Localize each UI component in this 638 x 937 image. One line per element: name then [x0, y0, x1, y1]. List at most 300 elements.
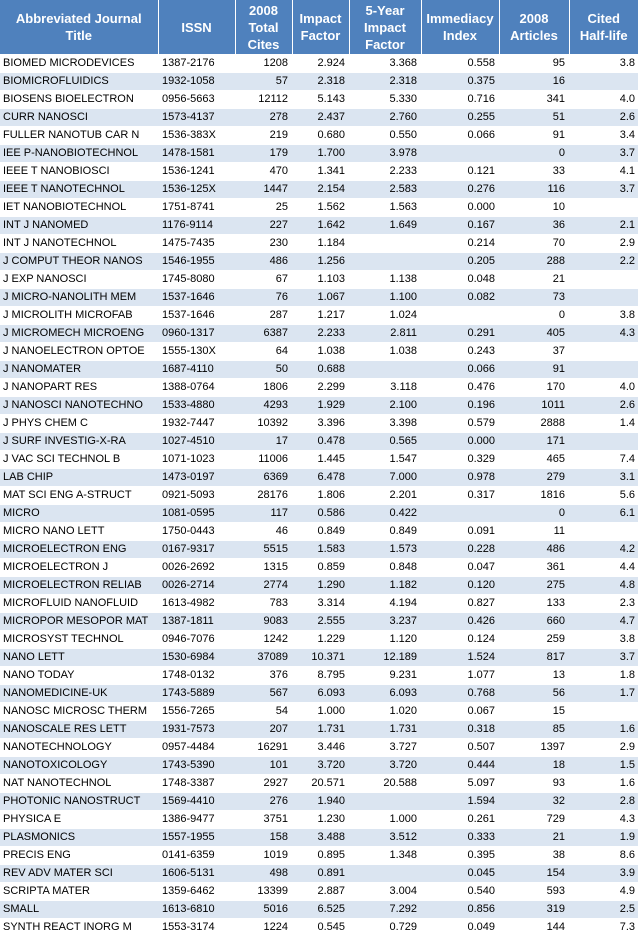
journal-title-cell: BIOSENS BIOELECTRON [0, 91, 158, 109]
issn-cell: 1071-1023 [158, 451, 235, 469]
articles-cell: 11 [499, 523, 569, 541]
journal-title-cell: NAT NANOTECHNOL [0, 775, 158, 793]
cited-half-life-cell: 3.1 [569, 469, 638, 487]
immediacy-index-cell: 0.395 [421, 847, 499, 865]
immediacy-index-cell: 0.047 [421, 559, 499, 577]
immediacy-index-cell: 0.121 [421, 163, 499, 181]
issn-cell: 1475-7435 [158, 235, 235, 253]
impact-factor-cell: 3.488 [292, 829, 349, 847]
total-cites-cell: 54 [235, 703, 292, 721]
immediacy-index-cell: 0.048 [421, 271, 499, 289]
immediacy-index-cell: 0.579 [421, 415, 499, 433]
journal-title-cell: NANO LETT [0, 649, 158, 667]
immediacy-index-cell: 0.716 [421, 91, 499, 109]
total-cites-cell: 64 [235, 343, 292, 361]
table-row [0, 505, 638, 523]
table-row [0, 829, 638, 847]
impact-factor-cell: 1.642 [292, 217, 349, 235]
articles-cell: 0 [499, 145, 569, 163]
impact-factor-cell: 1.103 [292, 271, 349, 289]
articles-cell: 259 [499, 631, 569, 649]
table-row [0, 811, 638, 829]
articles-cell: 93 [499, 775, 569, 793]
immediacy-index-cell: 0.540 [421, 883, 499, 901]
five-year-impact-factor-cell: 9.231 [349, 667, 421, 685]
total-cites-cell: 227 [235, 217, 292, 235]
header-total-cites: 2008 Total Cites [235, 0, 292, 55]
articles-cell: 319 [499, 901, 569, 919]
issn-cell: 1687-4110 [158, 361, 235, 379]
issn-cell: 1536-383X [158, 127, 235, 145]
articles-cell: 1011 [499, 397, 569, 415]
issn-cell: 1557-1955 [158, 829, 235, 847]
issn-cell: 0141-6359 [158, 847, 235, 865]
impact-factor-cell: 8.795 [292, 667, 349, 685]
immediacy-index-cell [421, 145, 499, 163]
total-cites-cell: 1806 [235, 379, 292, 397]
issn-cell: 1388-0764 [158, 379, 235, 397]
five-year-impact-factor-cell: 1.348 [349, 847, 421, 865]
total-cites-cell: 117 [235, 505, 292, 523]
cited-half-life-cell: 2.5 [569, 901, 638, 919]
immediacy-index-cell: 0.333 [421, 829, 499, 847]
table-row [0, 631, 638, 649]
journal-title-cell: NANOTECHNOLOGY [0, 739, 158, 757]
articles-cell: 70 [499, 235, 569, 253]
issn-cell: 1546-1955 [158, 253, 235, 271]
immediacy-index-cell [421, 505, 499, 523]
table-row [0, 739, 638, 757]
table-row [0, 127, 638, 145]
five-year-impact-factor-cell: 7.292 [349, 901, 421, 919]
header-issn: ISSN [158, 0, 235, 55]
impact-factor-cell: 1.806 [292, 487, 349, 505]
journal-title-cell: MAT SCI ENG A-STRUCT [0, 487, 158, 505]
cited-half-life-cell: 4.7 [569, 613, 638, 631]
impact-factor-cell: 0.859 [292, 559, 349, 577]
journal-title-cell: PHOTONIC NANOSTRUCT [0, 793, 158, 811]
articles-cell: 154 [499, 865, 569, 883]
cited-half-life-cell: 3.9 [569, 865, 638, 883]
journal-title-cell: IET NANOBIOTECHNOL [0, 199, 158, 217]
journal-title-cell: MICROELECTRON J [0, 559, 158, 577]
total-cites-cell: 278 [235, 109, 292, 127]
issn-cell: 0956-5663 [158, 91, 235, 109]
cited-half-life-cell: 3.7 [569, 649, 638, 667]
articles-cell: 341 [499, 91, 569, 109]
table-row [0, 649, 638, 667]
journal-title-cell: MICROELECTRON ENG [0, 541, 158, 559]
total-cites-cell: 76 [235, 289, 292, 307]
immediacy-index-cell: 0.167 [421, 217, 499, 235]
impact-factor-cell: 0.849 [292, 523, 349, 541]
five-year-impact-factor-cell: 2.318 [349, 73, 421, 91]
articles-cell: 33 [499, 163, 569, 181]
cited-half-life-cell [569, 703, 638, 721]
articles-cell: 73 [499, 289, 569, 307]
impact-factor-cell: 2.299 [292, 379, 349, 397]
table-row [0, 487, 638, 505]
total-cites-cell: 6369 [235, 469, 292, 487]
five-year-impact-factor-cell: 12.189 [349, 649, 421, 667]
five-year-impact-factor-cell: 3.978 [349, 145, 421, 163]
impact-factor-cell: 3.446 [292, 739, 349, 757]
immediacy-index-cell: 0.291 [421, 325, 499, 343]
immediacy-index-cell: 1.524 [421, 649, 499, 667]
articles-cell: 170 [499, 379, 569, 397]
five-year-impact-factor-cell: 1.120 [349, 631, 421, 649]
table-row [0, 307, 638, 325]
immediacy-index-cell: 0.978 [421, 469, 499, 487]
issn-cell: 1478-1581 [158, 145, 235, 163]
impact-factor-cell: 1.929 [292, 397, 349, 415]
five-year-impact-factor-cell: 1.038 [349, 343, 421, 361]
five-year-impact-factor-cell [349, 253, 421, 271]
total-cites-cell: 1224 [235, 919, 292, 937]
total-cites-cell: 50 [235, 361, 292, 379]
cited-half-life-cell: 2.3 [569, 595, 638, 613]
immediacy-index-cell: 0.317 [421, 487, 499, 505]
total-cites-cell: 219 [235, 127, 292, 145]
table-row [0, 235, 638, 253]
cited-half-life-cell: 3.4 [569, 127, 638, 145]
table-row [0, 145, 638, 163]
impact-factor-cell: 1.562 [292, 199, 349, 217]
table-row [0, 415, 638, 433]
cited-half-life-cell [569, 523, 638, 541]
cited-half-life-cell: 3.8 [569, 55, 638, 73]
articles-cell: 95 [499, 55, 569, 73]
five-year-impact-factor-cell: 0.729 [349, 919, 421, 937]
articles-cell: 593 [499, 883, 569, 901]
immediacy-index-cell: 0.082 [421, 289, 499, 307]
articles-cell: 660 [499, 613, 569, 631]
total-cites-cell: 158 [235, 829, 292, 847]
cited-half-life-cell: 4.0 [569, 91, 638, 109]
total-cites-cell: 12112 [235, 91, 292, 109]
journal-title-cell: J MICRO-NANOLITH MEM [0, 289, 158, 307]
impact-factor-cell: 3.396 [292, 415, 349, 433]
immediacy-index-cell: 0.214 [421, 235, 499, 253]
total-cites-cell: 11006 [235, 451, 292, 469]
immediacy-index-cell: 0.091 [421, 523, 499, 541]
cited-half-life-cell: 4.2 [569, 541, 638, 559]
five-year-impact-factor-cell: 2.201 [349, 487, 421, 505]
journal-title-cell: CURR NANOSCI [0, 109, 158, 127]
journal-title-cell: BIOMED MICRODEVICES [0, 55, 158, 73]
impact-factor-cell: 1.000 [292, 703, 349, 721]
table-row [0, 361, 638, 379]
cited-half-life-cell: 4.4 [569, 559, 638, 577]
journal-title-cell: J EXP NANOSCI [0, 271, 158, 289]
total-cites-cell: 470 [235, 163, 292, 181]
articles-cell: 133 [499, 595, 569, 613]
issn-cell: 0921-5093 [158, 487, 235, 505]
impact-factor-cell: 1.256 [292, 253, 349, 271]
five-year-impact-factor-cell: 1.649 [349, 217, 421, 235]
journal-title-cell: NANOTOXICOLOGY [0, 757, 158, 775]
journal-title-cell: NANOSCALE RES LETT [0, 721, 158, 739]
cited-half-life-cell: 1.7 [569, 685, 638, 703]
cited-half-life-cell: 1.5 [569, 757, 638, 775]
immediacy-index-cell: 0.205 [421, 253, 499, 271]
journal-title-cell: SYNTH REACT INORG M [0, 919, 158, 937]
impact-factor-cell: 1.229 [292, 631, 349, 649]
cited-half-life-cell: 2.9 [569, 739, 638, 757]
total-cites-cell: 37089 [235, 649, 292, 667]
total-cites-cell: 5016 [235, 901, 292, 919]
cited-half-life-cell: 2.9 [569, 235, 638, 253]
header-cited-half-life: Cited Half-life [569, 0, 638, 55]
table-row [0, 343, 638, 361]
cited-half-life-cell: 3.7 [569, 145, 638, 163]
cited-half-life-cell: 4.3 [569, 811, 638, 829]
impact-factor-cell: 3.314 [292, 595, 349, 613]
total-cites-cell: 2774 [235, 577, 292, 595]
table-row [0, 685, 638, 703]
total-cites-cell: 276 [235, 793, 292, 811]
articles-cell: 116 [499, 181, 569, 199]
issn-cell: 1386-9477 [158, 811, 235, 829]
cited-half-life-cell [569, 271, 638, 289]
issn-cell: 1613-6810 [158, 901, 235, 919]
table-row [0, 577, 638, 595]
immediacy-index-cell: 1.077 [421, 667, 499, 685]
immediacy-index-cell: 5.097 [421, 775, 499, 793]
articles-cell: 16 [499, 73, 569, 91]
cited-half-life-cell [569, 199, 638, 217]
five-year-impact-factor-cell [349, 865, 421, 883]
cited-half-life-cell [569, 361, 638, 379]
total-cites-cell: 25 [235, 199, 292, 217]
table-row [0, 883, 638, 901]
journal-title-cell: J MICROLITH MICROFAB [0, 307, 158, 325]
issn-cell: 1613-4982 [158, 595, 235, 613]
immediacy-index-cell: 0.000 [421, 433, 499, 451]
articles-cell: 288 [499, 253, 569, 271]
immediacy-index-cell: 0.000 [421, 199, 499, 217]
impact-factor-cell: 1.940 [292, 793, 349, 811]
impact-factor-cell: 20.571 [292, 775, 349, 793]
impact-factor-cell: 0.586 [292, 505, 349, 523]
issn-cell: 1750-0443 [158, 523, 235, 541]
immediacy-index-cell: 0.476 [421, 379, 499, 397]
five-year-impact-factor-cell [349, 361, 421, 379]
journal-title-cell: NANOMEDICINE-UK [0, 685, 158, 703]
table-row [0, 469, 638, 487]
journal-title-cell: MICROPOR MESOPOR MAT [0, 613, 158, 631]
impact-factor-cell: 1.445 [292, 451, 349, 469]
articles-cell: 91 [499, 127, 569, 145]
journal-title-cell: LAB CHIP [0, 469, 158, 487]
five-year-impact-factor-cell: 0.848 [349, 559, 421, 577]
five-year-impact-factor-cell: 7.000 [349, 469, 421, 487]
impact-factor-cell: 1.038 [292, 343, 349, 361]
header-articles: 2008 Articles [499, 0, 569, 55]
issn-cell: 1932-7447 [158, 415, 235, 433]
total-cites-cell: 179 [235, 145, 292, 163]
total-cites-cell: 498 [235, 865, 292, 883]
impact-factor-cell: 6.093 [292, 685, 349, 703]
articles-cell: 21 [499, 271, 569, 289]
total-cites-cell: 783 [235, 595, 292, 613]
total-cites-cell: 67 [235, 271, 292, 289]
five-year-impact-factor-cell: 0.565 [349, 433, 421, 451]
five-year-impact-factor-cell: 0.849 [349, 523, 421, 541]
cited-half-life-cell: 4.3 [569, 325, 638, 343]
articles-cell: 275 [499, 577, 569, 595]
total-cites-cell: 1208 [235, 55, 292, 73]
articles-cell: 817 [499, 649, 569, 667]
issn-cell: 0167-9317 [158, 541, 235, 559]
cited-half-life-cell: 8.6 [569, 847, 638, 865]
header-immediacy-index: Immediacy Index [421, 0, 499, 55]
total-cites-cell: 486 [235, 253, 292, 271]
total-cites-cell: 567 [235, 685, 292, 703]
articles-cell: 18 [499, 757, 569, 775]
table-row [0, 289, 638, 307]
header-impact-factor: Impact Factor [292, 0, 349, 55]
articles-cell: 0 [499, 307, 569, 325]
cited-half-life-cell: 2.6 [569, 397, 638, 415]
immediacy-index-cell: 0.067 [421, 703, 499, 721]
articles-cell: 85 [499, 721, 569, 739]
articles-cell: 361 [499, 559, 569, 577]
five-year-impact-factor-cell: 0.422 [349, 505, 421, 523]
impact-factor-cell: 0.545 [292, 919, 349, 937]
total-cites-cell: 376 [235, 667, 292, 685]
five-year-impact-factor-cell: 1.573 [349, 541, 421, 559]
journal-title-cell: REV ADV MATER SCI [0, 865, 158, 883]
immediacy-index-cell: 0.444 [421, 757, 499, 775]
total-cites-cell: 1447 [235, 181, 292, 199]
table-row [0, 379, 638, 397]
five-year-impact-factor-cell: 3.368 [349, 55, 421, 73]
articles-cell: 56 [499, 685, 569, 703]
immediacy-index-cell [421, 307, 499, 325]
journal-title-cell: J NANOPART RES [0, 379, 158, 397]
table-row [0, 595, 638, 613]
table-row [0, 847, 638, 865]
five-year-impact-factor-cell: 1.100 [349, 289, 421, 307]
issn-cell: 1176-9114 [158, 217, 235, 235]
issn-cell: 1573-4137 [158, 109, 235, 127]
table-row [0, 253, 638, 271]
impact-factor-cell: 2.555 [292, 613, 349, 631]
cited-half-life-cell: 2.2 [569, 253, 638, 271]
five-year-impact-factor-cell: 1.138 [349, 271, 421, 289]
impact-factor-cell: 2.887 [292, 883, 349, 901]
issn-cell: 1748-0132 [158, 667, 235, 685]
five-year-impact-factor-cell: 1.731 [349, 721, 421, 739]
journal-title-cell: MICRO [0, 505, 158, 523]
issn-cell: 1751-8741 [158, 199, 235, 217]
cited-half-life-cell: 4.8 [569, 577, 638, 595]
immediacy-index-cell: 0.066 [421, 361, 499, 379]
table-row [0, 775, 638, 793]
five-year-impact-factor-cell: 3.727 [349, 739, 421, 757]
total-cites-cell: 4293 [235, 397, 292, 415]
five-year-impact-factor-cell: 20.588 [349, 775, 421, 793]
impact-factor-cell: 0.895 [292, 847, 349, 865]
cited-half-life-cell: 2.1 [569, 217, 638, 235]
immediacy-index-cell: 0.507 [421, 739, 499, 757]
header-5yr-impact-factor: 5-Year Impact Factor [349, 0, 421, 55]
total-cites-cell: 3751 [235, 811, 292, 829]
journal-title-cell: NANO TODAY [0, 667, 158, 685]
table-row [0, 91, 638, 109]
articles-cell: 279 [499, 469, 569, 487]
immediacy-index-cell: 0.196 [421, 397, 499, 415]
journal-title-cell: J COMPUT THEOR NANOS [0, 253, 158, 271]
journal-title-cell: MICROSYST TECHNOL [0, 631, 158, 649]
five-year-impact-factor-cell: 2.811 [349, 325, 421, 343]
five-year-impact-factor-cell: 3.512 [349, 829, 421, 847]
issn-cell: 0960-1317 [158, 325, 235, 343]
impact-factor-cell: 6.478 [292, 469, 349, 487]
impact-factor-cell: 0.891 [292, 865, 349, 883]
issn-cell: 1745-8080 [158, 271, 235, 289]
cited-half-life-cell [569, 343, 638, 361]
impact-factor-cell: 2.437 [292, 109, 349, 127]
immediacy-index-cell: 0.045 [421, 865, 499, 883]
impact-factor-cell: 1.290 [292, 577, 349, 595]
journal-title-cell: NANOSC MICROSC THERM [0, 703, 158, 721]
cited-half-life-cell: 2.6 [569, 109, 638, 127]
journal-title-cell: J MICROMECH MICROENG [0, 325, 158, 343]
immediacy-index-cell: 0.120 [421, 577, 499, 595]
journal-title-cell: J VAC SCI TECHNOL B [0, 451, 158, 469]
articles-cell: 32 [499, 793, 569, 811]
journal-title-cell: IEEE T NANOBIOSCI [0, 163, 158, 181]
cited-half-life-cell: 1.4 [569, 415, 638, 433]
impact-factor-cell: 2.154 [292, 181, 349, 199]
journal-title-cell: INT J NANOTECHNOL [0, 235, 158, 253]
impact-factor-cell: 1.067 [292, 289, 349, 307]
journal-title-cell: SCRIPTA MATER [0, 883, 158, 901]
issn-cell: 1556-7265 [158, 703, 235, 721]
journal-title-cell: IEEE T NANOTECHNOL [0, 181, 158, 199]
immediacy-index-cell: 0.243 [421, 343, 499, 361]
journal-title-cell: INT J NANOMED [0, 217, 158, 235]
cited-half-life-cell: 4.9 [569, 883, 638, 901]
journal-title-cell: J SURF INVESTIG-X-RA [0, 433, 158, 451]
total-cites-cell: 46 [235, 523, 292, 541]
immediacy-index-cell: 0.255 [421, 109, 499, 127]
five-year-impact-factor-cell: 0.550 [349, 127, 421, 145]
issn-cell: 1743-5889 [158, 685, 235, 703]
articles-cell: 1397 [499, 739, 569, 757]
total-cites-cell: 1315 [235, 559, 292, 577]
articles-cell: 486 [499, 541, 569, 559]
immediacy-index-cell: 0.426 [421, 613, 499, 631]
cited-half-life-cell: 4.1 [569, 163, 638, 181]
immediacy-index-cell: 0.375 [421, 73, 499, 91]
five-year-impact-factor-cell: 1.000 [349, 811, 421, 829]
immediacy-index-cell: 0.261 [421, 811, 499, 829]
immediacy-index-cell: 0.276 [421, 181, 499, 199]
total-cites-cell: 9083 [235, 613, 292, 631]
total-cites-cell: 5515 [235, 541, 292, 559]
table-row [0, 901, 638, 919]
cited-half-life-cell: 4.0 [569, 379, 638, 397]
impact-factor-cell: 0.478 [292, 433, 349, 451]
impact-factor-cell: 2.233 [292, 325, 349, 343]
table-row [0, 55, 638, 73]
articles-cell: 10 [499, 199, 569, 217]
header-row [0, 0, 638, 55]
articles-cell: 38 [499, 847, 569, 865]
